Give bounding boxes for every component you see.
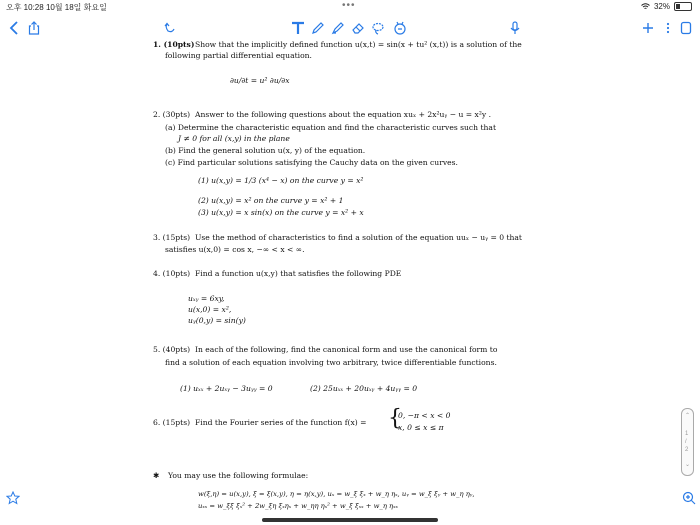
note-bullet: ✱ [153, 471, 160, 480]
document-page[interactable] [140, 40, 560, 525]
favorite-star-icon[interactable] [6, 490, 20, 509]
highlighter-tool-icon[interactable] [328, 18, 348, 38]
q2-label: 2. (30pts) [153, 110, 191, 119]
q2-c1: (1) u(x,y) = 1/3 (x⁴ − x) on the curve y = x² [198, 176, 364, 185]
q6-case-1: 0, −π < x < 0 [398, 411, 451, 420]
eraser-tool-icon[interactable] [348, 18, 368, 38]
more-icon[interactable] [658, 18, 678, 38]
status-right [641, 2, 692, 11]
magic-pen-icon[interactable] [390, 18, 410, 38]
q2-c3: (3) u(x,y) = x sin(x) on the curve y = x² + x [198, 208, 364, 217]
battery-percent: 32% [653, 2, 670, 11]
battery-icon [674, 2, 692, 11]
microphone-icon[interactable] [505, 18, 525, 38]
q2-part-a-2: J ≠ 0 for all (x,y) in the plane [178, 134, 290, 143]
left-margin [0, 40, 140, 525]
multitask-dots[interactable]: ••• [342, 0, 356, 11]
q6-label: 6. (15pts) [153, 418, 191, 427]
q6-text: Find the Fourier series of the function f(x) = [195, 418, 367, 427]
formula-2: uₓₓ = w_ξξ ξₓ² + 2w_ξη ξₓηₓ + w_ηη ηₓ² + w_ξ ξₓₓ + w_η ηₓₓ [198, 502, 398, 510]
wifi-icon [641, 3, 650, 10]
q4-eq-2: u(x,0) = x², [188, 305, 232, 314]
pen-tool-icon[interactable] [308, 18, 328, 38]
text-tool-icon[interactable] [288, 18, 308, 38]
note-text: You may use the following formulae: [168, 471, 309, 480]
q3-text: Use the method of characteristics to find a solution of the equation uuₓ − uᵧ = 0 that [195, 233, 522, 242]
q3-text-2: satisfies u(x,0) = cos x, −∞ < x < ∞. [165, 245, 305, 254]
q1-equation: ∂u/∂t = u² ∂u/∂x [230, 76, 290, 85]
status-bar [0, 0, 700, 14]
q5-label: 5. (40pts) [153, 345, 191, 354]
status-time: 오후 10:28 10월 18일 화요일 [6, 3, 107, 12]
right-margin [560, 40, 700, 525]
q4-eq-1: uₓᵧ = 6xy, [188, 294, 225, 303]
q5-text: In each of the following, find the canonical form and use the canonical form to [195, 345, 498, 354]
lasso-tool-icon[interactable] [368, 18, 388, 38]
q1-text: Show that the implicitly defined function u(x,t) = sin(x + tu² (x,t)) is a solution of the [195, 40, 522, 49]
scroller-chevron-up-icon: ⌃ [685, 413, 691, 419]
q4-eq-3: uᵧ(0,y) = sin(y) [188, 316, 246, 325]
q4-label: 4. (10pts) [153, 269, 191, 278]
home-indicator[interactable] [262, 518, 438, 522]
formula-1: w(ξ,η) = u(x,y), ξ = ξ(x,y), η = η(x,y), uₓ = w_ξ ξₓ + w_η ηₓ, uᵧ = w_ξ ξᵧ + w_η ηᵧ, [198, 490, 475, 498]
toolbar [0, 14, 700, 40]
q2-c2: (2) u(x,y) = x² on the curve y = x² + 1 [198, 196, 344, 205]
undo-icon[interactable] [160, 18, 180, 38]
add-page-icon[interactable] [638, 18, 658, 38]
q2-part-b: (b) Find the general solution u(x, y) of the equation. [165, 146, 366, 155]
page-scroller[interactable] [681, 408, 694, 476]
q5-eq-2: (2) 25uₓₓ + 20uₓᵧ + 4uᵧᵧ = 0 [310, 384, 418, 393]
share-icon[interactable] [24, 18, 44, 38]
scroller-chevron-down-icon: ⌄ [685, 462, 691, 468]
q2-text: Answer to the following questions about the equation xuₓ + 2x²uᵧ − u = x²y . [195, 110, 492, 119]
q1-text-2: following partial differential equation. [165, 51, 312, 60]
scroller-total-pages: 2 [685, 447, 689, 453]
scroller-current-page: 1 [685, 431, 689, 437]
zoom-icon[interactable] [682, 490, 696, 509]
q2-part-a: (a) Determine the characteristic equation and find the characteristic curves such that [165, 123, 496, 132]
back-icon[interactable] [4, 18, 24, 38]
q1-label: 1. (10pts) [153, 40, 195, 49]
q5-eq-1: (1) uₓₓ + 2uₓᵧ − 3uᵧᵧ = 0 [180, 384, 273, 393]
pages-view-icon[interactable] [676, 18, 696, 38]
q3-label: 3. (15pts) [153, 233, 191, 242]
q2-part-c: (c) Find particular solutions satisfying the Cauchy data on the given curves. [165, 158, 458, 167]
scroller-separator: / [685, 439, 687, 445]
q4-text: Find a function u(x,y) that satisfies the following PDE [195, 269, 402, 278]
q5-text-2: find a solution of each equation involving two arbitrary, twice differentiable functions. [165, 358, 497, 367]
q6-case-2: x, 0 ≤ x ≤ π [398, 423, 444, 432]
q6-brace: { [388, 406, 402, 431]
